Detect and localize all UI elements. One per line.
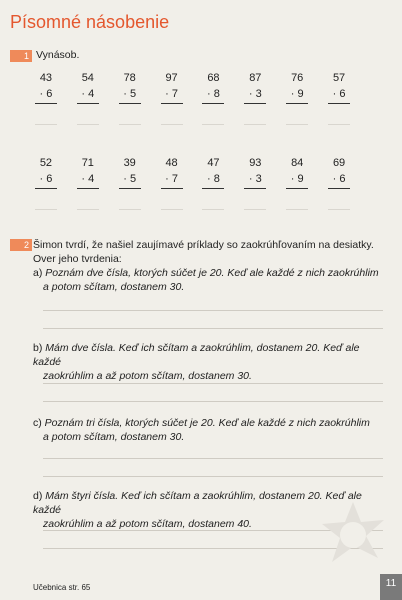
- multiplication-problem: [109, 72, 151, 132]
- multiplier: · 3: [248, 88, 262, 100]
- multiplication-problem: [193, 157, 235, 217]
- publisher-seal-watermark: [318, 500, 388, 570]
- answer-space[interactable]: [202, 124, 224, 125]
- answer-space[interactable]: [286, 124, 308, 125]
- multiplicand: 69: [332, 157, 346, 169]
- result-line: [286, 103, 308, 104]
- multiplication-problem: [318, 157, 360, 217]
- multiplicand: 76: [291, 72, 304, 84]
- multiplier: · 9: [290, 173, 304, 185]
- multiplicand: 57: [332, 72, 346, 84]
- exercise-row-1: [25, 72, 360, 132]
- answer-space[interactable]: [119, 209, 141, 210]
- page-number: 11: [380, 574, 402, 600]
- task-number-badge: [10, 239, 32, 251]
- multiplicand: 84: [291, 157, 304, 169]
- answer-line[interactable]: [43, 310, 383, 311]
- multiplier: · 6: [332, 88, 346, 100]
- answer-line[interactable]: [43, 328, 383, 329]
- multiplicand: 54: [81, 72, 94, 84]
- task-intro-line-1: Šimon tvrdí, že našiel zaujímavé príklady so zaokrúhľovaním na desiatky.: [33, 239, 374, 251]
- answer-space[interactable]: [119, 124, 141, 125]
- result-line: [286, 188, 308, 189]
- answer-space[interactable]: [35, 209, 57, 210]
- answer-space[interactable]: [161, 209, 183, 210]
- multiplication-problem: [193, 72, 235, 132]
- answer-space[interactable]: [35, 124, 57, 125]
- multiplier: · 4: [81, 88, 95, 100]
- result-line: [244, 188, 266, 189]
- multiplication-problem: [67, 72, 109, 132]
- result-line: [35, 188, 57, 189]
- multiplier: · 8: [207, 88, 220, 100]
- answer-line[interactable]: [43, 458, 383, 459]
- multiplier: · 3: [248, 173, 262, 185]
- question-text-line-2: zaokrúhlim a až potom sčítam, dostanem 30.: [43, 370, 252, 382]
- question-label: b): [33, 342, 43, 354]
- answer-line[interactable]: [43, 401, 383, 402]
- question-text-line-1: Poznám tri čísla, ktorých súčet je 20. Keď ale každé z nich zaokrúhlim: [44, 417, 370, 429]
- answer-line[interactable]: [43, 476, 383, 477]
- task-intro: [33, 238, 383, 266]
- result-line: [202, 103, 224, 104]
- multiplication-problem: [151, 157, 193, 217]
- multiplicand: 39: [123, 157, 136, 169]
- multiplication-problem: [67, 157, 109, 217]
- multiplication-problem: [318, 72, 360, 132]
- question-label: c): [33, 417, 42, 429]
- result-line: [77, 103, 99, 104]
- multiplication-problem: [276, 72, 318, 132]
- textbook-reference: Učebnica str. 65: [33, 583, 91, 592]
- question-c: [33, 416, 383, 444]
- multiplicand: 78: [123, 72, 136, 84]
- question-label: d): [33, 490, 43, 502]
- multiplicand: 48: [165, 157, 178, 169]
- result-line: [202, 188, 224, 189]
- multiplication-problem: [234, 157, 276, 217]
- multiplier: · 8: [207, 173, 220, 185]
- multiplicand: 47: [207, 157, 220, 169]
- multiplicand: 68: [207, 72, 220, 84]
- multiplier: · 7: [165, 88, 178, 100]
- result-line: [328, 188, 350, 189]
- multiplicand: 43: [39, 72, 53, 84]
- answer-space[interactable]: [77, 209, 99, 210]
- result-line: [119, 103, 141, 104]
- multiplication-problem: [234, 72, 276, 132]
- multiplication-problem: [25, 157, 67, 217]
- multiplier: · 6: [39, 88, 53, 100]
- multiplier: · 4: [81, 173, 95, 185]
- question-text-line-1: Poznám dve čísla, ktorých súčet je 20. Keď ale každé z nich zaokrúhlim: [45, 267, 379, 279]
- multiplication-problem: [109, 157, 151, 217]
- answer-space[interactable]: [286, 209, 308, 210]
- multiplicand: 97: [165, 72, 178, 84]
- page-title: Písomné násobenie: [10, 12, 170, 32]
- answer-line[interactable]: [43, 383, 383, 384]
- result-line: [119, 188, 141, 189]
- result-line: [328, 103, 350, 104]
- multiplication-problem: [25, 72, 67, 132]
- result-line: [244, 103, 266, 104]
- question-label: a): [33, 267, 43, 279]
- result-line: [35, 103, 57, 104]
- answer-space[interactable]: [77, 124, 99, 125]
- multiplicand: 71: [81, 157, 94, 169]
- multiplier: · 5: [123, 173, 137, 185]
- question-text-line-1: Mám dve čísla. Keď ich sčítam a zaokrúhlim, dostanem 20. Keď ale každé: [33, 342, 360, 368]
- question-text-line-1: Mám štyri čísla. Keď ich sčítam a zaokrúhlim, dostanem 20. Keď ale každé: [33, 490, 362, 516]
- multiplier: · 7: [165, 173, 178, 185]
- multiplication-problem: [276, 157, 318, 217]
- answer-space[interactable]: [244, 209, 266, 210]
- question-b: [33, 341, 383, 383]
- result-line: [161, 188, 183, 189]
- task-intro-line-2: Over jeho tvrdenia:: [33, 253, 122, 265]
- exercise-row-2: [25, 157, 360, 217]
- question-text-line-2: a potom sčítam, dostanem 30.: [43, 431, 185, 443]
- multiplier: · 9: [290, 88, 304, 100]
- task-number: 2: [23, 240, 29, 250]
- answer-space[interactable]: [202, 209, 224, 210]
- task-instruction: Vynásob.: [36, 49, 80, 61]
- task-number: 1: [23, 51, 29, 61]
- answer-space[interactable]: [161, 124, 183, 125]
- multiplicand: 87: [249, 72, 262, 84]
- multiplication-problem: [151, 72, 193, 132]
- multiplier: · 6: [39, 173, 53, 185]
- result-line: [77, 188, 99, 189]
- multiplicand: 52: [39, 157, 53, 169]
- answer-space[interactable]: [328, 124, 350, 125]
- task-number-badge: [10, 50, 32, 62]
- question-text-line-2: zaokrúhlim a až potom sčítam, dostanem 40.: [43, 518, 252, 530]
- result-line: [161, 103, 183, 104]
- answer-space[interactable]: [244, 124, 266, 125]
- question-a: [33, 266, 383, 294]
- question-text-line-2: a potom sčítam, dostanem 30.: [43, 281, 185, 293]
- multiplier: · 6: [332, 173, 346, 185]
- multiplier: · 5: [123, 88, 137, 100]
- answer-space[interactable]: [328, 209, 350, 210]
- multiplicand: 93: [249, 157, 262, 169]
